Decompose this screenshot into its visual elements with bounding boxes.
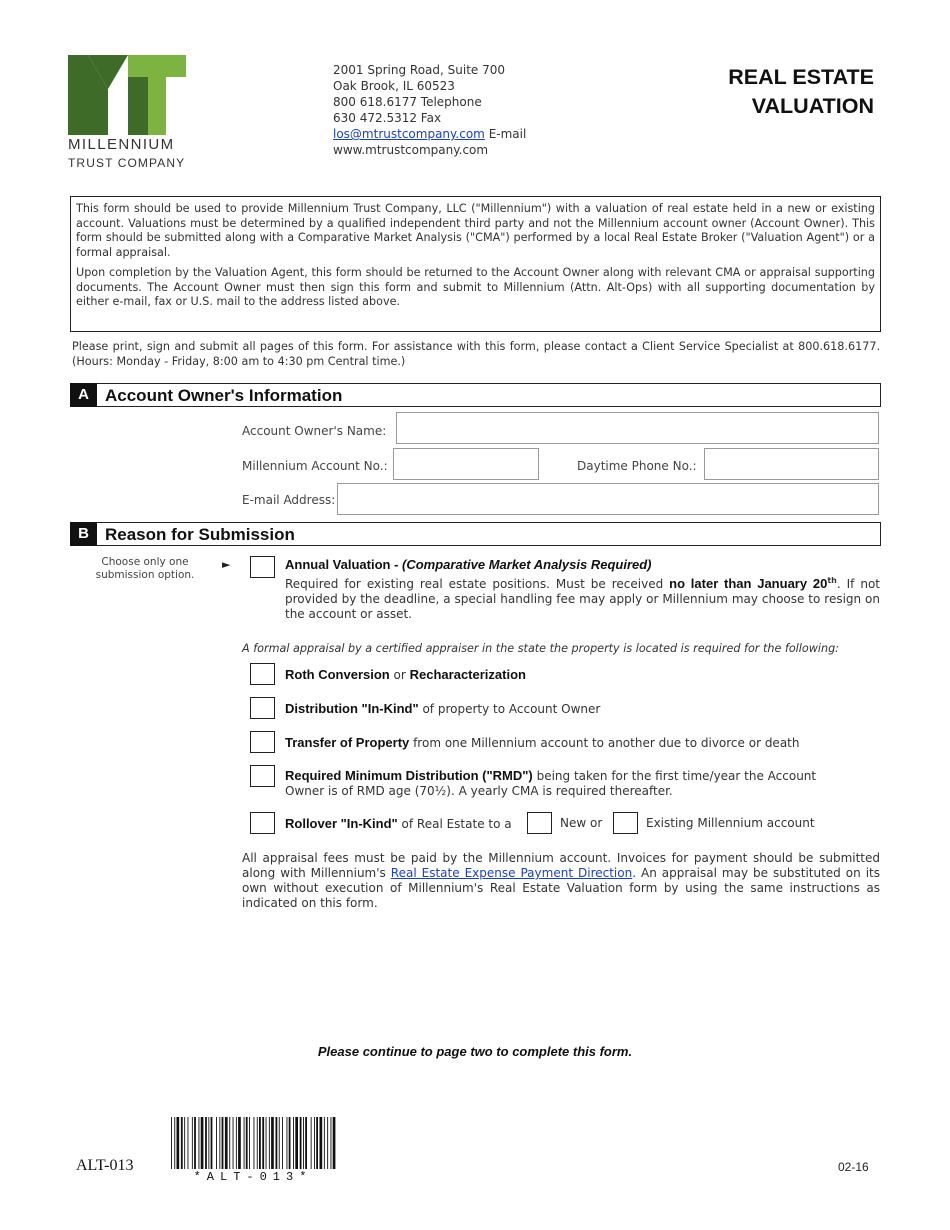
rmd-bold: Required Minimum Distribution ("RMD") [285, 768, 533, 783]
dist-rest: of property to Account Owner [418, 702, 601, 716]
annual-desc-text: Required for existing real estate positions. Must be received [285, 577, 670, 591]
email-link[interactable]: los@mtrustcompany.com [333, 127, 485, 141]
intro-box [70, 196, 881, 332]
choose-line: Choose only one [101, 556, 189, 568]
email-suffix: E-mail [488, 127, 527, 141]
transfer-bold: Transfer of Property [285, 735, 410, 750]
rollover-in-kind-checkbox[interactable] [250, 812, 275, 834]
section-letter: B [70, 522, 97, 546]
annual-description [285, 573, 880, 622]
appraisal-fees-text [242, 851, 880, 911]
roth-bold: Recharacterization [409, 667, 526, 682]
barcode-text: *ALT-013* [193, 1170, 313, 1184]
roth-bold: Roth Conversion [285, 667, 390, 682]
account-no-field[interactable] [393, 448, 539, 480]
email-field[interactable] [337, 483, 879, 515]
fees-text: . An appraisal may be substituted on its own without execution of Millennium's Real Estate Valuation form by using the same instructions as indicated on this form. [242, 866, 880, 910]
email-line [333, 126, 526, 142]
section-title: Reason for Submission [105, 525, 295, 544]
account-no-label: Millennium Account No.: [242, 459, 388, 473]
arrow-icon: ► [222, 558, 231, 571]
rollover-new-checkbox[interactable] [527, 812, 552, 834]
annual-valuation-option [285, 557, 880, 622]
address-line: 630 472.5312 Fax [333, 111, 442, 125]
annual-valuation-checkbox[interactable] [250, 556, 275, 578]
fees-text: All appraisal fees must be paid by the Millennium account. Invoices for payment should be submitted along with Millennium's [242, 851, 880, 880]
section-b-header [70, 522, 881, 546]
revision-date: 02-16 [838, 1160, 869, 1174]
website: www.mtrustcompany.com [333, 143, 489, 157]
roth-mid: or [389, 668, 410, 682]
rmd-checkbox[interactable] [250, 765, 275, 787]
annual-desc-text: . If not provided by the deadline, a special handling fee may apply or Millennium may choose to resign on the account or asset. [285, 577, 880, 621]
logo-name: MILLENNIUM [68, 136, 175, 153]
rollover-bold: Rollover "In-Kind" [285, 816, 398, 831]
dist-bold: Distribution "In-Kind" [285, 701, 419, 716]
distribution-in-kind-checkbox[interactable] [250, 697, 275, 719]
distribution-in-kind-option [285, 701, 600, 717]
millennium-logo [68, 55, 188, 135]
intro-paragraph: This form should be used to provide Millennium Trust Company, LLC ("Millennium") with a valuation of real estate held in a new or existing account. Valuations must be determined by a qualified independent third party and not the Millennium account owner (Account Owner). This form should be submitted along with a Comparative Market Analysis ("CMA") performed by a local Real Estate Broker ("Valuation Agent") or a formal appraisal. [76, 202, 875, 259]
transfer-rest: from one Millennium account to another due to divorce or death [409, 736, 800, 750]
title-line: VALUATION [751, 94, 874, 118]
owner-name-field[interactable] [396, 412, 879, 444]
rmd-option [285, 768, 845, 799]
continue-note: Please continue to page two to complete this form. [317, 1044, 633, 1059]
form-code: ALT-013 [76, 1157, 134, 1174]
address-line: 800 618.6177 Telephone [333, 95, 482, 109]
transfer-of-property-checkbox[interactable] [250, 731, 275, 753]
owner-name-label: Account Owner's Name: [242, 424, 387, 438]
company-address [333, 62, 526, 158]
assistance-text: Please print, sign and submit all pages of this form. For assistance with this form, please contact a Client Service Specialist at 800.618.6177. (Hours: Monday - Friday, 8:00 am to 4:30 pm Central time.) [72, 340, 880, 368]
email-label: E-mail Address: [242, 493, 336, 507]
appraisal-note: A formal appraisal by a certified appraiser in the state the property is located is required for the following: [242, 642, 839, 655]
rmd-rest: being taken for the first time/year the Account Owner is of RMD age (70½). A yearly CMA is required thereafter. [285, 769, 817, 798]
rollover-existing-checkbox[interactable] [613, 812, 638, 834]
transfer-of-property-option [285, 735, 799, 751]
title-line: REAL ESTATE [728, 65, 874, 89]
intro-paragraph: Upon completion by the Valuation Agent, this form should be returned to the Account Owner along with relevant CMA or appraisal supporting documents. The Account Owner must then sign this form and submit to Millennium (Attn. Alt-Ops) with all supporting documentation by either e-mail, fax or U.S. mail to the address listed above. [76, 266, 875, 308]
choose-line: submission option. [95, 569, 195, 581]
phone-label: Daytime Phone No.: [577, 459, 697, 473]
section-title: Account Owner's Information [105, 386, 343, 405]
barcode [170, 1117, 336, 1173]
logo-subtitle: TRUST COMPANY [68, 156, 186, 170]
form-title [674, 63, 874, 121]
annual-title-italic: (Comparative Market Analysis Required) [402, 557, 652, 572]
roth-conversion-checkbox[interactable] [250, 663, 275, 685]
section-letter: A [70, 383, 97, 407]
rollover-rest: of Real Estate to a [397, 817, 512, 831]
roth-conversion-option [285, 667, 526, 683]
rollover-existing-label: Existing Millennium account [646, 816, 815, 830]
rollover-new-label: New or [560, 816, 603, 830]
deadline-text: no later than January 20 [669, 576, 828, 591]
address-line: 2001 Spring Road, Suite 700 [333, 63, 505, 77]
payment-direction-link[interactable]: Real Estate Expense Payment Direction [390, 866, 633, 880]
choose-instruction [80, 556, 210, 582]
section-a-header [70, 383, 881, 407]
annual-title: Annual Valuation - [285, 557, 403, 572]
deadline-sup: th [827, 576, 837, 585]
rollover-in-kind-option [285, 816, 512, 832]
phone-field[interactable] [704, 448, 879, 480]
address-line: Oak Brook, IL 60523 [333, 79, 455, 93]
